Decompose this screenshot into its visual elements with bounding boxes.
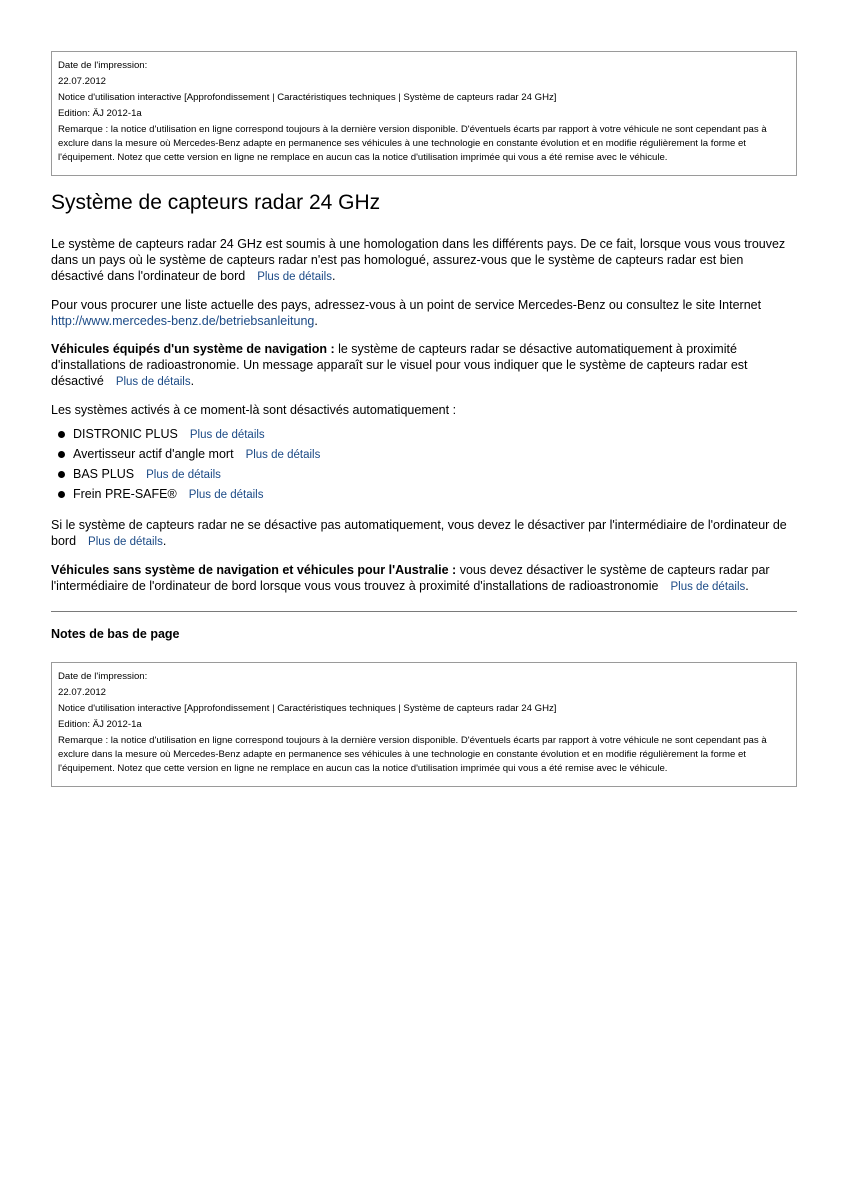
more-details-link[interactable]: Plus de détails (88, 536, 163, 548)
more-details-link[interactable]: Plus de détails (245, 449, 321, 461)
list-item: BAS PLUS Plus de détails (73, 465, 797, 485)
website-link[interactable]: http://www.mercedes-benz.de/betriebsanleitung (51, 314, 315, 328)
more-details-link[interactable]: Plus de détails (189, 429, 265, 441)
edition: Edition: ÄJ 2012-1a (58, 719, 142, 730)
list-item: Frein PRE-SAFE® Plus de détails (73, 485, 797, 505)
footnotes-title: Notes de bas de page (51, 627, 180, 641)
remark: Remarque : la notice d'utilisation en ligne correspond toujours à la dernière version disponible. D'éventuels écarts par rapport à votre véhicule ne sont cependant pas à exclure dans la mesure où Mercedes-Benz adapte en permanence ses véhicules à une technologie en constante évolution et en modifie régulièrement la forme et l'équipement. Notez que cette version en ligne ne remplace en aucun cas la notice d'utilisation imprimée qui vous a été remise avec le véhicule. (58, 124, 767, 163)
print-date-label: Date de l'impression: (58, 60, 148, 71)
notice-path: Notice d'utilisation interactive [Approfondissement | Caractéristiques techniques | Système de capteurs radar 24 GHz] (58, 92, 557, 103)
divider (51, 611, 797, 612)
article-body (51, 236, 797, 595)
more-details-link[interactable]: Plus de détails (115, 376, 191, 388)
list-item: Avertisseur actif d'angle mort Plus de détails (73, 445, 797, 465)
notice-path: Notice d'utilisation interactive [Approfondissement | Caractéristiques techniques | Système de capteurs radar 24 GHz] (58, 703, 557, 714)
paragraph-homologation: Le système de capteurs radar 24 GHz est soumis à une homologation dans les différents pays. De ce fait, lorsque vous vous trouvez dans un pays où le système de capteurs radar n'est pas homologué, assurez-vous que le système de capteurs radar est bien désactivé dans l'ordinateur de bord Plus de détails. (51, 237, 786, 283)
print-info-box-bottom (51, 662, 797, 787)
more-details-link[interactable]: Plus de détails (188, 489, 264, 501)
print-info-box-top (51, 51, 797, 176)
paragraph-systems-intro: Les systèmes activés à ce moment-là sont désactivés automatiquement : (51, 403, 457, 417)
paragraph-country-list: Pour vous procurer une liste actuelle des pays, adressez-vous à un point de service Mercedes-Benz ou consultez le site Internet http://www.mercedes-benz.de/betriebsanleitung. (51, 298, 762, 328)
more-details-link[interactable]: Plus de détails (146, 469, 221, 481)
print-date: 22.07.2012 (58, 687, 107, 698)
remark: Remarque : la notice d'utilisation en ligne correspond toujours à la dernière version disponible. D'éventuels écarts par rapport à votre véhicule ne sont cependant pas à exclure dans la mesure où Mercedes-Benz adapte en permanence ses véhicules à une technologie en constante évolution et en modifie régulièrement la forme et l'équipement. Notez que cette version en ligne ne remplace en aucun cas la notice d'utilisation imprimée qui vous a été remise avec le véhicule. (58, 735, 767, 774)
paragraph-navigation: Véhicules équipés d'un système de navigation : le système de capteurs radar se désactive automatiquement à proximité d'installations de radioastronomie. Un message apparaît sur le visuel pour vous indiquer que le système de capteurs radar est désactivé Plus de détails. (51, 342, 748, 388)
print-date: 22.07.2012 (58, 76, 107, 87)
page-title: Système de capteurs radar 24 GHz (51, 191, 381, 214)
edition: Edition: ÄJ 2012-1a (58, 108, 142, 119)
document-page (51, 51, 797, 787)
deactivated-systems-list (51, 425, 797, 505)
print-date-label: Date de l'impression: (58, 671, 148, 682)
paragraph-manual-deactivation: Si le système de capteurs radar ne se désactive pas automatiquement, vous devez le désactiver par l'intermédiaire de l'ordinateur de bord Plus de détails. (51, 518, 787, 548)
more-details-link[interactable]: Plus de détails (257, 271, 332, 283)
more-details-link[interactable]: Plus de détails (670, 581, 746, 593)
list-item: DISTRONIC PLUS Plus de détails (73, 425, 797, 445)
paragraph-australia: Véhicules sans système de navigation et véhicules pour l'Australie : vous devez désactiver le système de capteurs radar par l'intermédiaire de l'ordinateur de bord lorsque vous vous trouvez à proximité d'installations de radioastronomie Plus de détails. (51, 563, 770, 593)
